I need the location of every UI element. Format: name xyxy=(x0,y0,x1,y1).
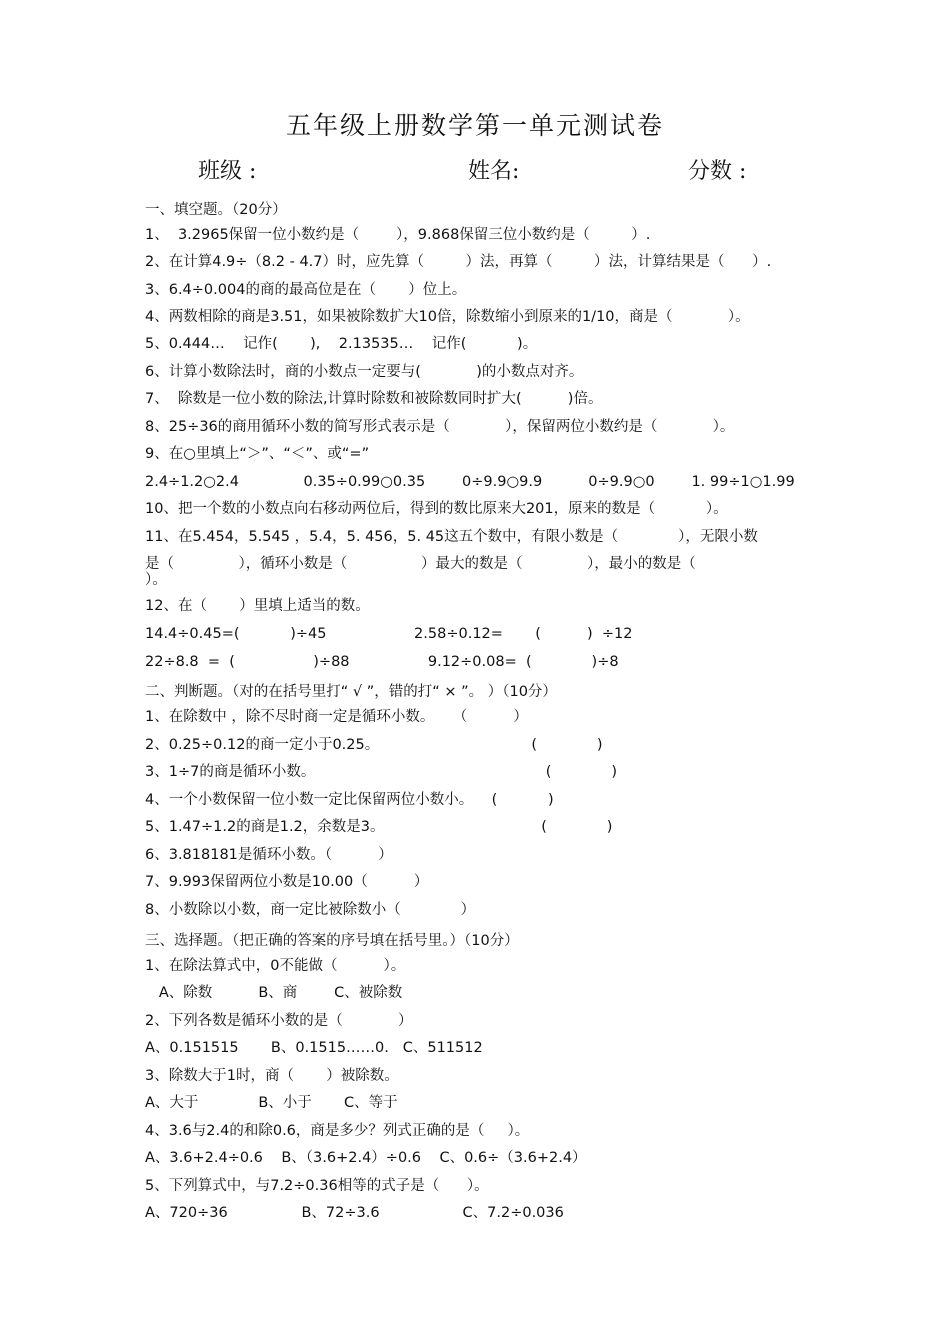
question-line: 2.4÷1.2○2.4 0.35÷0.99○0.35 0÷9.9○9.9 0÷9.9○0 1. 99÷1○1.99 xyxy=(145,474,795,490)
question-line: 4、两数相除的商是3.51，如果被除数扩大10倍，除数缩小到原来的1/10，商是（ ）。 xyxy=(145,309,750,325)
question-line: 14.4÷0.45=( )÷45 2.58÷0.12= ( ) ÷12 xyxy=(145,626,633,642)
question-line: 9、在○里填上“＞”、“＜”、或“=” xyxy=(145,446,370,462)
question-line: 3、6.4÷0.004的商的最高位是在（ ）位上。 xyxy=(145,282,467,298)
question-line: 5、下列算式中，与7.2÷0.36相等的式子是（ ）。 xyxy=(145,1178,489,1194)
question-line: 1、在除法算式中，0不能做（ ）。 xyxy=(145,958,406,974)
question-line: 3、1÷7的商是循环小数。 ( ) xyxy=(145,764,618,780)
question-line: 2、0.25÷0.12的商一定小于0.25。 ( ) xyxy=(145,737,603,753)
question-line: 2、在计算4.9÷（8.2 - 4.7）时，应先算（ ）法，再算（ ）法，计算结果是（ ）. xyxy=(145,254,772,270)
question-line: 12、在（ ）里填上适当的数。 xyxy=(145,598,370,614)
question-line: 3、除数大于1时，商（ ）被除数。 xyxy=(145,1068,399,1084)
question-line: 8、25÷36的商用循环小数的简写形式表示是（ ），保留两位小数约是（ ）。 xyxy=(145,419,735,435)
question-line: 1、 3.2965保留一位小数约是（ ），9.868保留三位小数约是（ ）. xyxy=(145,227,651,243)
question-line: 5、0.444… 记作( ), 2.13535… 记作( )。 xyxy=(145,336,538,352)
section-true-false-heading: 二、判断题。（对的在括号里打“ √ ”，错的打“ × ”。 ）（10分） xyxy=(145,684,557,700)
name-field-label: 姓名: xyxy=(468,159,520,184)
question-line: 11、在5.454，5.545 ，5.4，5. 456，5. 45这五个数中，有限小数是（ ），无限小数 xyxy=(145,529,758,545)
section-choice-heading: 三、选择题。（把正确的答案的序号填在括号里。）（10分） xyxy=(145,933,519,949)
question-line: 22÷8.8 = ( )÷88 9.12÷0.08= ( )÷8 xyxy=(145,654,619,670)
question-line: ）。 xyxy=(145,572,167,588)
choice-options: A、720÷36 B、72÷3.6 C、7.2÷0.036 xyxy=(145,1205,564,1221)
class-field-label: 班级 : xyxy=(198,159,257,184)
score-field-label: 分数 : xyxy=(688,159,747,184)
question-line: 是（ ），循环小数是（ ）最大的数是（ ），最小的数是（ xyxy=(145,556,696,572)
question-line: 4、3.6与2.4的和除0.6，商是多少？列式正确的是（ ）。 xyxy=(145,1123,530,1139)
section-fill-blank-heading: 一、填空题。（20分） xyxy=(145,202,287,218)
question-line: 4、一个小数保留一位小数一定比保留两位小数小。 ( ) xyxy=(145,792,554,808)
choice-options: A、除数 B、商 C、被除数 xyxy=(145,985,403,1001)
choice-options: A、3.6+2.4÷0.6 B、（3.6+2.4）÷0.6 C、0.6÷（3.6+2.4） xyxy=(145,1150,587,1166)
choice-options: A、大于 B、小于 C、等于 xyxy=(145,1095,398,1111)
page-title: 五年级上册数学第一单元测试卷 xyxy=(285,111,664,140)
question-line: 1、在除数中 ，除不尽时商一定是循环小数。 （ ） xyxy=(145,709,528,725)
question-line: 2、下列各数是循环小数的是（ ） xyxy=(145,1013,413,1029)
choice-options: A、0.151515 B、0.1515……0. C、511512 xyxy=(145,1040,483,1056)
question-line: 6、计算小数除法时，商的小数点一定要与( )的小数点对齐。 xyxy=(145,364,584,380)
question-line: 8、小数除以小数，商一定比被除数小（ ） xyxy=(145,902,476,918)
question-line: 7、9.993保留两位小数是10.00（ ） xyxy=(145,874,429,890)
question-line: 7、 除数是一位小数的除法,计算时除数和被除数同时扩大( )倍。 xyxy=(145,391,603,407)
question-line: 6、3.818181是循环小数。（ ） xyxy=(145,847,393,863)
question-line: 5、1.47÷1.2的商是1.2，余数是3。 ( ) xyxy=(145,819,613,835)
question-line: 10、把一个数的小数点向右移动两位后，得到的数比原来大201，原来的数是（ ）。 xyxy=(145,501,728,517)
